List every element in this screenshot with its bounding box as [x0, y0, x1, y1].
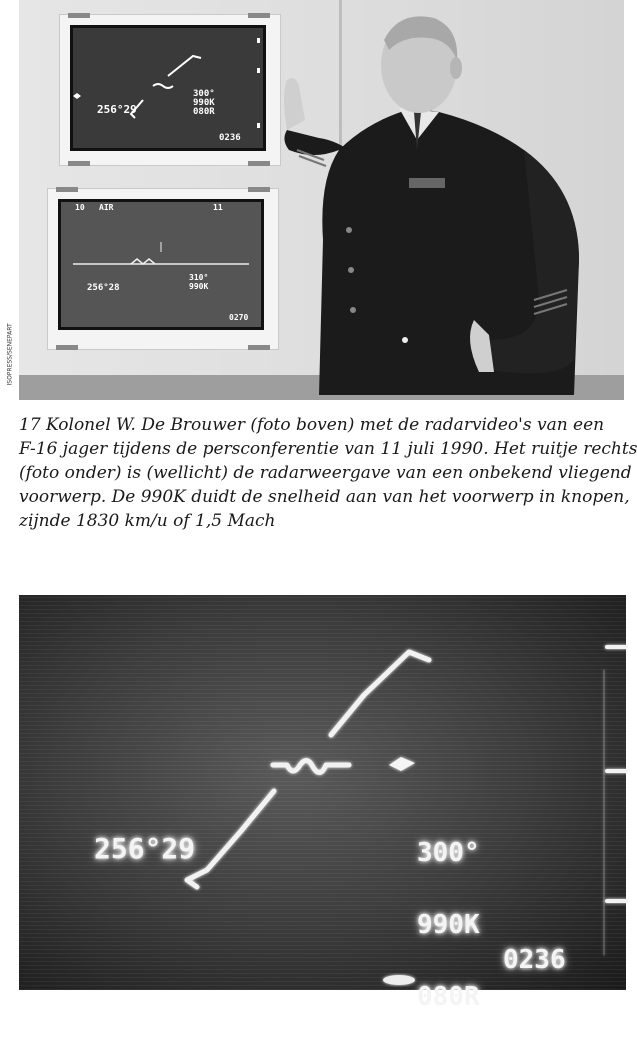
osd-header-mode: AIR: [99, 203, 114, 212]
radar-target-bearing: 300°: [417, 838, 480, 868]
officer-figure: [19, 0, 624, 400]
osd-time: 0236: [219, 133, 241, 143]
osd-readout-1: 300°: [193, 89, 215, 99]
photo-credit: ISOPRESS/SENEPART: [6, 323, 14, 386]
caption-line: zijnde 1830 km/u of 1,5 Mach: [19, 511, 276, 531]
osd-readout-2: 990K: [193, 98, 215, 108]
radar-symbology-icon: [19, 595, 626, 990]
caption-line: voorwerp. De 990K duidt de snelheid aan van het voorwerp in knopen,: [19, 487, 630, 507]
osd-header-right: 11: [213, 203, 223, 212]
osd-heading: 256°29: [97, 103, 137, 116]
osd-time: 0270: [229, 313, 249, 322]
figure-caption: [19, 413, 637, 533]
radar-time: 0236: [503, 945, 566, 975]
radar-target-speed: 990K: [417, 910, 480, 940]
osd-heading: 256°28: [87, 283, 120, 293]
radar-target-readout: [417, 793, 480, 1057]
press-conference-photo: [19, 0, 624, 400]
osd-readout-1: 310°: [189, 273, 209, 282]
caption-line: F-16 jager tijdens de persconferentie van 11 juli 1990. Het ruitje rechts: [19, 439, 637, 459]
osd-readout-2: 990K: [189, 282, 209, 291]
caption-line: 17 Kolonel W. De Brouwer (foto boven) met de radarvideo's van een: [19, 415, 605, 435]
caption-line: (foto onder) is (wellicht) de radarweergave van een onbekend vliegend: [19, 463, 632, 483]
osd-readout-3: 080R: [193, 107, 215, 117]
radar-display-photo: [19, 595, 626, 1012]
radar-heading: 256°29: [94, 832, 196, 865]
osd-header-left: 10: [75, 203, 85, 212]
radar-target-range: 080R: [417, 982, 480, 1012]
